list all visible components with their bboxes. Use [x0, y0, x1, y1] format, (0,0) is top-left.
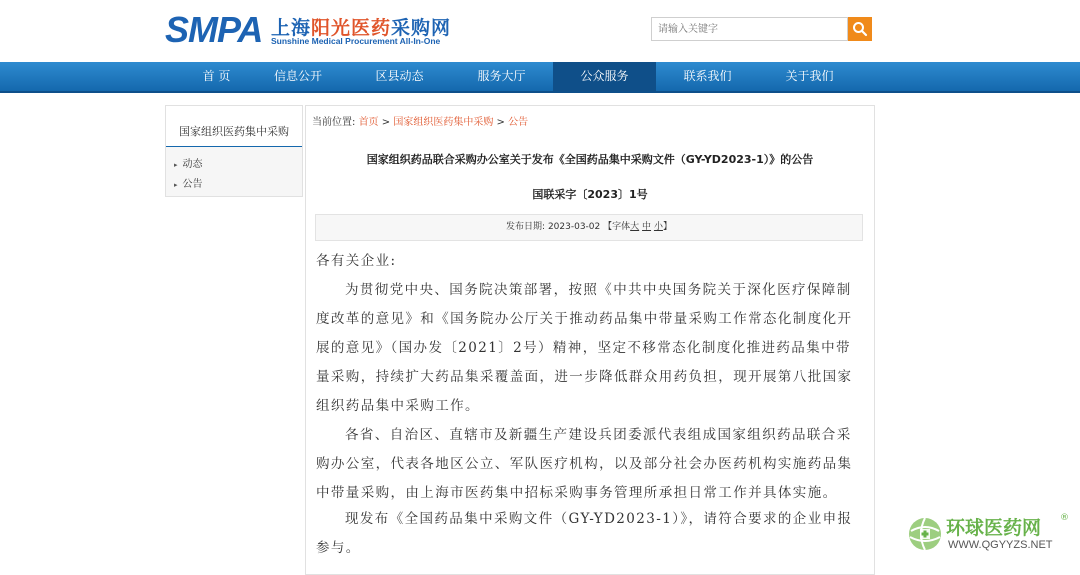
article-title: 国家组织药品联合采购办公室关于发布《全国药品集中采购文件（GY-YD2023-1）》的公告: [366, 153, 814, 166]
logo-smpa-text: SMPA: [165, 9, 263, 50]
nav-home[interactable]: 首 页: [202, 69, 231, 83]
breadcrumb-home-link[interactable]: 首页: [358, 117, 379, 128]
publish-date-label: 发布日期:: [506, 222, 546, 232]
search-input[interactable]: [651, 17, 848, 41]
breadcrumb-separator: >: [496, 117, 505, 128]
nav-service-hall[interactable]: 服务大厅: [477, 69, 526, 83]
watermark-cn: 环球医药网: [946, 517, 1042, 539]
article-meta: [315, 214, 863, 241]
logo-cn-part1: 上海: [271, 17, 312, 39]
chevron-right-icon: ▸: [174, 161, 178, 169]
nav-about-us[interactable]: 关于我们: [785, 69, 834, 83]
chevron-right-icon: ▸: [174, 181, 178, 189]
search-icon: [852, 21, 868, 37]
sidebar-item-news[interactable]: [174, 155, 203, 170]
font-size-large-button[interactable]: 大: [630, 222, 640, 232]
breadcrumb-section-link[interactable]: 国家组织医药集中采购: [393, 117, 494, 128]
publish-date: 2023-03-02: [547, 222, 601, 232]
globe-logo-icon: [906, 515, 944, 553]
article-greeting: 各有关企业:: [316, 253, 397, 269]
article-paragraph: 各省、自治区、直辖市及新疆生产建设兵团委派代表组成国家组织药品联合采购办公室，代表各地区公立、军队医疗机构，以及部分社会办医药机构实施药品集中带量采购，由上海市医药集中招标采购事务管理所承担日常工作并具体实施。: [316, 427, 853, 501]
breadcrumb: [312, 113, 528, 128]
font-size-label-close: 】: [662, 222, 672, 232]
search-button[interactable]: [848, 17, 872, 41]
nav-info-disclosure[interactable]: 信息公开: [273, 69, 322, 83]
sidebar-item-label: 动态: [182, 159, 203, 170]
font-size-small-button[interactable]: 小: [653, 222, 663, 232]
logo-cn-part2: 采购网: [391, 17, 452, 39]
nav-public-service[interactable]: 公众服务: [553, 62, 656, 91]
content-divider: [305, 105, 875, 106]
article-paragraph: 为贯彻党中央、国务院决策部署，按照《中共中央国务院关于深化医疗保障制度改革的意见》和《国务院办公厅关于推动药品集中带量采购工作常态化制度化开展的意见》（国办发〔2021〕2号）精神，坚定不移常态化制度化推进药品集中带量采购，持续扩大药品集采覆盖面，进一步降低群众用药负担，现开展第八批国家组织药品集中采购工作。: [316, 282, 853, 414]
site-header: [0, 0, 1080, 62]
nav-contact-us[interactable]: 联系我们: [683, 69, 732, 83]
breadcrumb-label: 当前位置:: [312, 117, 356, 128]
article-paragraph: 现发布《全国药品集中采购文件（GY-YD2023-1）》，请符合要求的企业申报参与。: [316, 511, 853, 556]
font-size-label-open: 【字体: [603, 222, 631, 232]
sidebar-item-announcements[interactable]: [174, 175, 203, 190]
sidebar-title: 国家组织医药集中采购: [166, 106, 302, 147]
logo-cn-highlight: 阳光医药: [311, 17, 392, 39]
breadcrumb-current-link[interactable]: 公告: [508, 117, 529, 128]
font-size-medium-button[interactable]: 中: [642, 222, 652, 232]
logo-english-name: Sunshine Medical Procurement All-In-One: [271, 36, 441, 46]
breadcrumb-separator: >: [381, 117, 391, 128]
watermark: [906, 513, 1076, 559]
article-doc-number: 国联采字〔2023〕1号: [532, 188, 648, 201]
sidebar-item-label: 公告: [182, 179, 203, 190]
sidebar: [165, 105, 303, 197]
nav-district-news[interactable]: 区县动态: [375, 69, 424, 83]
watermark-url: WWW.QGYYZS.NET: [948, 539, 1053, 551]
main-nav: [0, 62, 1080, 93]
registered-mark: ®: [1060, 513, 1069, 523]
